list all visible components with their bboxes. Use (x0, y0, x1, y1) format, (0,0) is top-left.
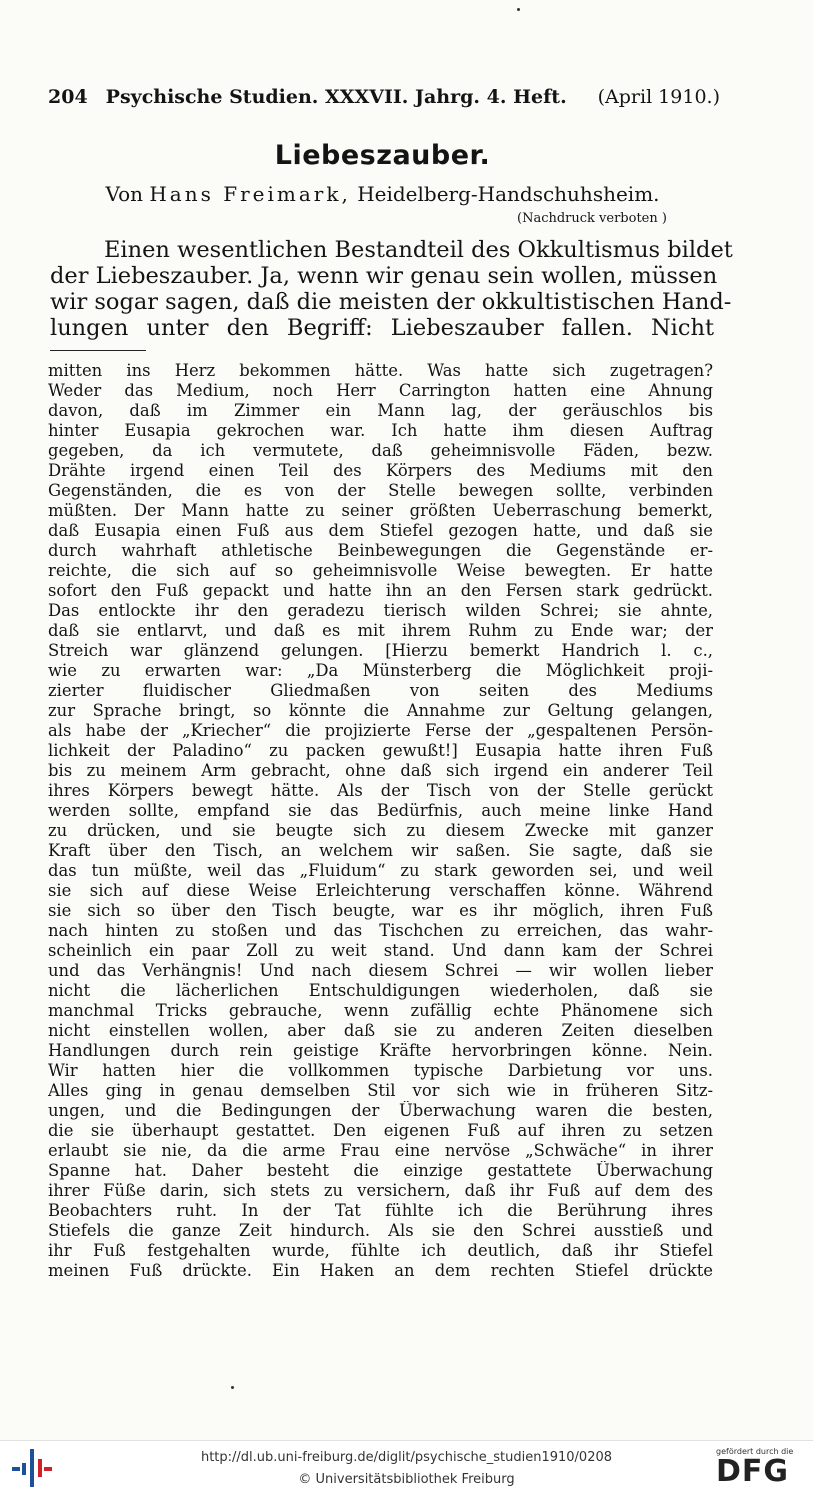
issue-date: (April 1910.) (597, 86, 720, 108)
footnote-line: mitten ins Herz bekommen hätte. Was hatte sich zugetragen? (48, 361, 713, 380)
footnote-line: manchmal Tricks gebrauche, wenn zufällig echte Phänomene sich (48, 1001, 713, 1020)
footnote-line: Handlungen durch rein geistige Kräfte hervorbringen könne. Nein. (48, 1041, 713, 1060)
byline-prefix: Von (105, 182, 143, 206)
footnote-line: als habe der „Kriecher“ die projizierte Ferse der „gespaltenen Persön- (48, 721, 713, 740)
footnote-line: davon, daß im Zimmer ein Mann lag, der geräuschlos bis (48, 401, 713, 420)
footnote-line: Gegenständen, die es von der Stelle bewegen sollte, verbinden (48, 481, 713, 500)
footnote-line: zu drücken, und sie beugte sich zu diesem Zwecke mit ganzer (48, 821, 713, 840)
footnote-line: sofort den Fuß gepackt und hatte ihn an den Fersen stark gedrückt. (48, 581, 713, 600)
byline (0, 182, 765, 206)
reprint-notice: (Nachdruck verboten ) (517, 211, 667, 226)
footnote-line: das tun müßte, weil das „Fluidum“ zu stark geworden sei, und weil (48, 861, 713, 880)
footnote-line: Beobachters ruht. In der Tat fühlte ich die Berührung ihres (48, 1201, 713, 1220)
footnote-line: die sie überhaupt gestattet. Den eigenen Fuß auf ihren zu setzen (48, 1121, 713, 1140)
footnote-line: Wir hatten hier die vollkommen typische Darbietung vor uns. (48, 1061, 713, 1080)
footnote-line: ungen, und die Bedingungen der Überwachung waren die besten, (48, 1101, 713, 1120)
page-number: 204 (48, 86, 88, 108)
scan-speck (517, 8, 520, 11)
body-line: der Liebeszauber. Ja, wenn wir genau sein wollen, müssen (50, 263, 718, 289)
footnote-line: hinter Eusapia gekrochen war. Ich hatte ihm diesen Auftrag (48, 421, 713, 440)
footnote-line: zierter fluidischer Gliedmaßen von seiten des Mediums (48, 681, 713, 700)
footnote-line: sie sich so über den Tisch beugte, war es ihr möglich, ihren Fuß (48, 901, 713, 920)
footnote-line: meinen Fuß drückte. Ein Haken an dem rechten Stiefel drückte (48, 1261, 713, 1280)
copyright-notice: © Universitätsbibliothek Freiburg (298, 1472, 515, 1487)
scan-speck (231, 1386, 234, 1389)
footnote-line: Alles ging in genau demselben Stil vor sich wie in früheren Sitz- (48, 1081, 713, 1100)
dfg-logo-text: DFG (716, 1454, 790, 1489)
footnote-line: gegeben, da ich vermutete, daß geheimnisvolle Fäden, bezw. (48, 441, 713, 460)
footnote-line: scheinlich ein paar Zoll zu weit stand. Und dann kam der Schrei (48, 941, 713, 960)
running-head (48, 86, 720, 108)
footnote-line: Drähte irgend einen Teil des Körpers des Mediums mit den (48, 461, 713, 480)
footnote-line: Spanne hat. Daher besteht die einzige gestattete Überwachung (48, 1161, 713, 1180)
article-title: Liebeszauber. (274, 140, 491, 171)
footnote-line: daß sie entlarvt, und daß es mit ihrem Ruhm zu Ende war; der (48, 621, 713, 640)
footnote-line: werden sollte, empfand sie das Bedürfnis, auch meine linke Hand (48, 801, 713, 820)
footnote-line: durch wahrhaft athletische Beinbewegungen die Gegenstände er- (48, 541, 713, 560)
funding-note: gefördert durch die (716, 1447, 794, 1456)
body-line: wir sogar sagen, daß die meisten der okkultistischen Hand- (50, 289, 732, 315)
body-line: lungen unter den Begriff: Liebeszauber fallen. Nicht (50, 315, 714, 341)
footnote-line: nach hinten zu stoßen und das Tischchen zu erreichen, das wahr- (48, 921, 713, 940)
footnote-line: nicht einstellen wollen, aber daß sie zu anderen Zeiten dieselben (48, 1021, 713, 1040)
footnote-line: wie zu erwarten war: „Da Münsterberg die Möglichkeit proji- (48, 661, 713, 680)
footnote-line: ihr Fuß festgehalten wurde, fühlte ich deutlich, daß ihr Stiefel (48, 1241, 713, 1260)
footnote-line: Weder das Medium, noch Herr Carrington hatten eine Ahnung (48, 381, 713, 400)
footnote-line: sie sich auf diese Weise Erleichterung verschaffen könne. Während (48, 881, 713, 900)
footnote-rule (50, 350, 146, 351)
dfg-logo[interactable] (716, 1447, 806, 1495)
footnote-line: lichkeit der Paladino“ zu packen gewußt!] Eusapia hatte ihren Fuß (48, 741, 713, 760)
footnote-line: bis zu meinem Arm gebracht, ohne daß sich irgend ein anderer Teil (48, 761, 713, 780)
permalink-url[interactable]: http://dl.ub.uni-freiburg.de/diglit/psychische_studien1910/0208 (200, 1450, 613, 1465)
footnote-line: und das Verhängnis! Und nach diesem Schrei — wir wollen lieber (48, 961, 713, 980)
author-location: Heidelberg-Handschuhsheim. (357, 182, 660, 206)
footnote-line: ihrer Füße darin, sich stets zu versichern, daß ihr Fuß auf dem des (48, 1181, 713, 1200)
footnote-line: reichte, die sich auf so geheimnisvolle Weise bewegten. Er hatte (48, 561, 713, 580)
viewer-footer (0, 1440, 813, 1499)
footnote-line: nicht die lächerlichen Entschuldigungen wiederholen, daß sie (48, 981, 713, 1000)
footnote-line: erlaubt sie nie, da die arme Frau eine nervöse „Schwäche“ in ihrer (48, 1141, 713, 1160)
footnote-line: müßten. Der Mann hatte zu seiner größten Ueberraschung bemerkt, (48, 501, 713, 520)
footnote-line: Streich war glänzend gelungen. [Hierzu bemerkt Handrich l. c., (48, 641, 713, 660)
footnote-line: zur Sprache bringt, so könnte die Annahme zur Geltung gelangen, (48, 701, 713, 720)
footnote-line: Das entlockte ihr den geradezu tierisch wilden Schrei; sie ahnte, (48, 601, 713, 620)
footnote-line: Stiefels die ganze Zeit hindurch. Als sie den Schrei ausstieß und (48, 1221, 713, 1240)
footnote-line: Kraft über den Tisch, an welchem wir saßen. Sie sagte, daß sie (48, 841, 713, 860)
author-name: Hans Freimark, (149, 182, 351, 206)
journal-title: Psychische Studien. XXXVII. Jahrg. 4. Heft. (105, 86, 567, 108)
body-line: Einen wesentlichen Bestandteil des Okkultismus bildet (104, 237, 733, 263)
footnote-line: daß Eusapia einen Fuß aus dem Stiefel gezogen hatte, und daß sie (48, 521, 713, 540)
footnote-line: ihres Körpers bewegt hätte. Als der Tisch von der Stelle gerückt (48, 781, 713, 800)
